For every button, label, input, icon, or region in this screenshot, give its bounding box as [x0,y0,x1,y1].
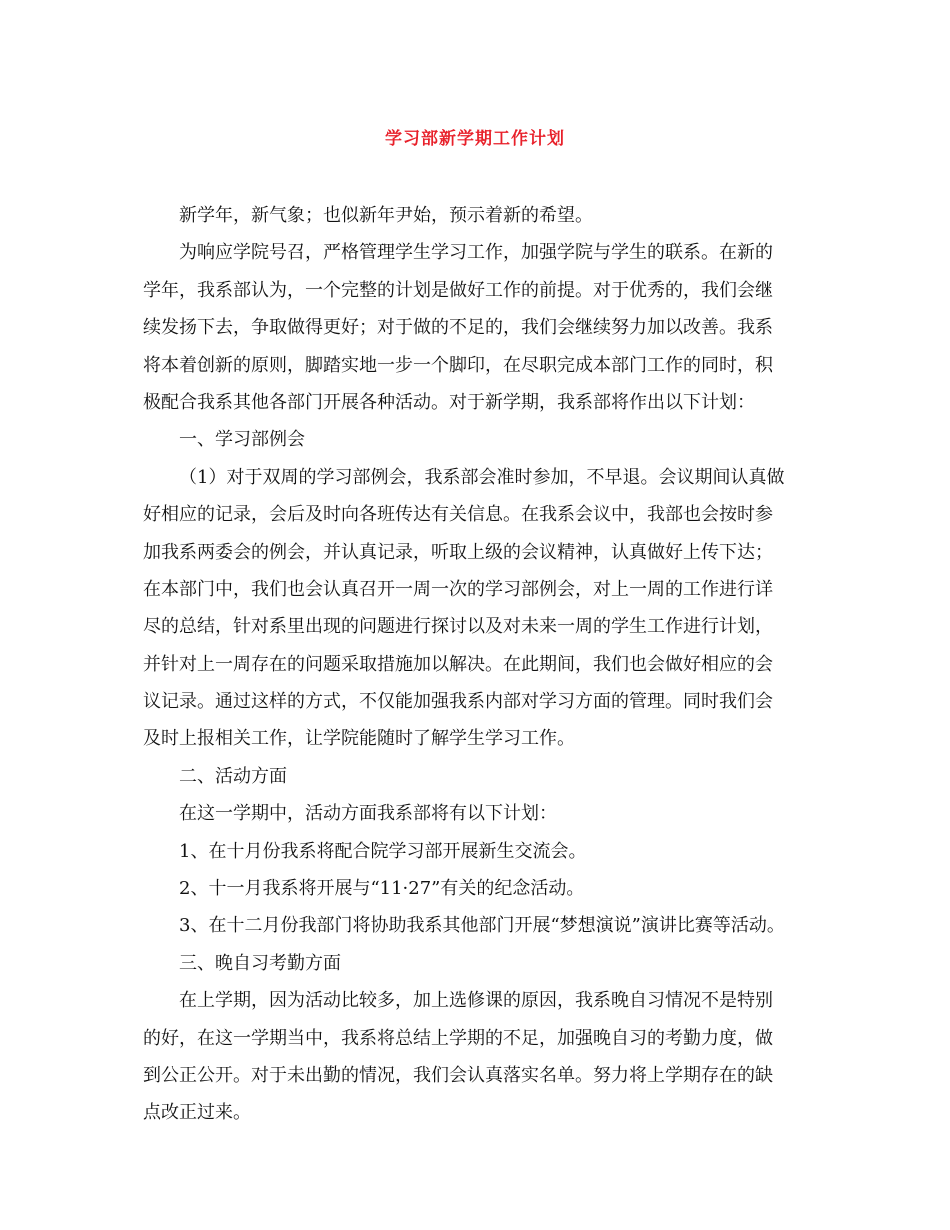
paragraph-line: 在这一学期中，活动方面我系部将有以下计划： [179,803,557,825]
section-heading: 一、学习部例会 [179,429,305,451]
paragraph-line: 并针对上一周存在的问题采取措施加以解决。在此期间，我们也会做好相应的会 [143,653,773,675]
paragraph-line: 续发扬下去，争取做得更好；对于做的不足的，我们会继续努力加以改善。我系 [143,317,773,339]
paragraph-line: 的好，在这一学期当中，我系将总结上学期的不足，加强晚自习的考勤力度，做 [143,1027,773,1049]
paragraph-line: 好相应的记录，会后及时向各班传达有关信息。在我系会议中，我部也会按时参 [143,504,773,526]
paragraph-line: 尽的总结，针对系里出现的问题进行探讨以及对未来一周的学生工作进行计划， [143,616,773,638]
paragraph-line: 到公正公开。对于未出勤的情况，我们会认真落实名单。努力将上学期存在的缺 [143,1064,773,1086]
paragraph-line: 加我系两委会的例会，并认真记录，听取上级的会议精神，认真做好上传下达； [143,541,773,563]
paragraph-line: 议记录。通过这样的方式，不仅能加强我系内部对学习方面的管理。同时我们会 [143,691,773,713]
paragraph-line: 为响应学院号召，严格管理学生学习工作，加强学院与学生的联系。在新的 [179,242,773,264]
paragraph-line: （1）对于双周的学习部例会，我系部会准时参加，不早退。会议期间认真做 [179,466,785,488]
section-heading: 三、晚自习考勤方面 [179,952,341,974]
paragraph-line: 将本着创新的原则，脚踏实地一步一个脚印，在尽职完成本部门工作的同时，积 [143,354,773,376]
paragraph-line: 学年，我系部认为，一个完整的计划是做好工作的前提。对于优秀的，我们会继 [143,279,773,301]
document-title: 学习部新学期工作计划 [385,129,565,149]
paragraph-line: 新学年，新气象；也似新年尹始，预示着新的希望。 [179,205,593,226]
paragraph-line: 在本部门中，我们也会认真召开一周一次的学习部例会，对上一周的工作进行详 [143,578,773,600]
document-body [143,197,823,1132]
paragraph-line: 点改正过来。 [143,1102,251,1124]
list-item: 3、在十二月份我部门将协助我系其他部门开展“梦想演说”演讲比赛等活动。 [179,915,785,937]
paragraph-line: 极配合我系其他各部门开展各种活动。对于新学期，我系部将作出以下计划： [143,391,755,413]
list-item: 1、在十月份我系将配合院学习部开展新生交流会。 [179,840,587,862]
paragraph-line: 在上学期，因为活动比较多，加上选修课的原因，我系晚自习情况不是特别 [179,990,773,1012]
list-item: 2、十一月我系将开展与“11·27”有关的纪念活动。 [179,878,585,900]
section-heading: 二、活动方面 [179,765,287,787]
paragraph-line: 及时上报相关工作，让学院能随时了解学生学习工作。 [143,728,575,750]
